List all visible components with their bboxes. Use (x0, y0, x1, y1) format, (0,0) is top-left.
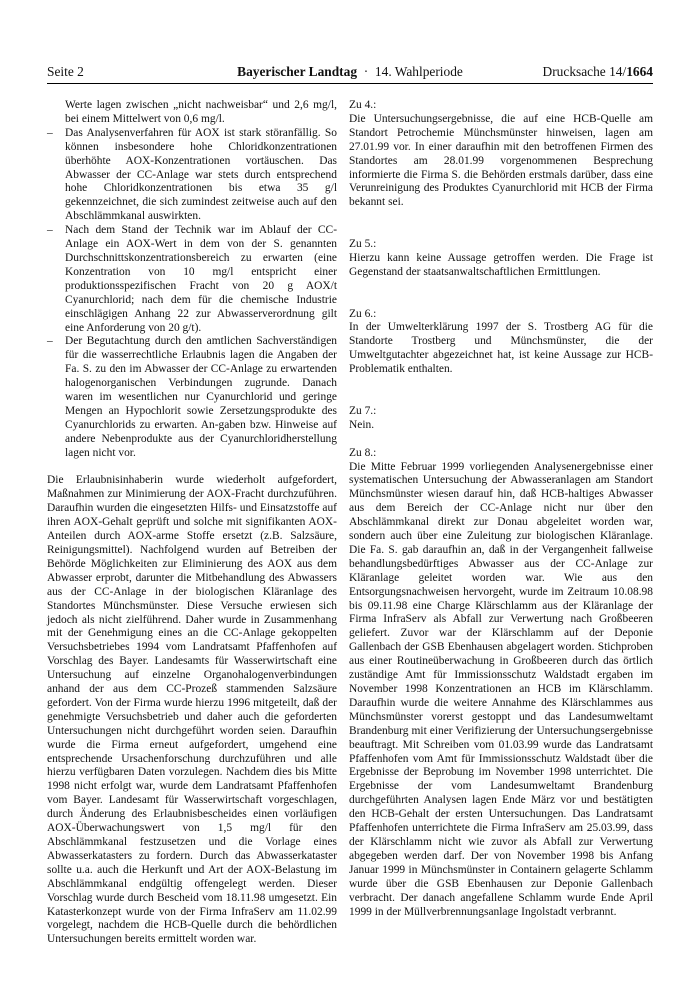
page-number: Seite 2 (47, 64, 84, 79)
answer-label: Zu 6.: (349, 307, 377, 320)
list-item-text: Das Analysenverfahren für AOX ist stark störanfällig. So können insbesondere hohe Chloridkonzentrationen überhöhte AOX-Konzentrationen vortäuschen. Das Abwasser der CC-Anlage war stets durch entsprechend hohe Chloridkonzentrationen bis etwa 35 g/l gekennzeichnet, die sich zumindest zeitweise auch auf den Abschlämmkanal auswirkten. (65, 126, 337, 223)
legislative-period: 14. Wahlperiode (374, 64, 463, 79)
answer-label: Zu 7.: (349, 404, 377, 417)
list-item: – Das Analysenverfahren für AOX ist stark störanfällig. So können insbesondere hohe Chloridkonzentrationen überhöhte AOX-Konzentrationen vortäuschen. Das Abwasser der CC-Anlage war stets durch entsprechend hohe Chloridkonzentrationen bis etwa 35 g/l gekennzeichnet, die sich zumindest zeitweise auch auf den Abschlämmkanal auswirkten. (47, 126, 337, 223)
header-separator: · (363, 64, 369, 79)
right-column (349, 99, 653, 919)
list-item: – Nach dem Stand der Technik war im Ablauf der CC-Anlage ein AOX-Wert in dem von der S. genannten Durchschnittskonzentrationsbereich zu erwarten (eine Konzentration von 10 mg/l entspricht einer produktionsspezifischen Fracht von 20 g AOX/t Cyanurchlorid; nach dem für die chemische Industrie einschlägigen Anhang 22 zur Abwasserverordnung gilt eine Anforderung von 20 g/t). (47, 224, 337, 334)
header-rule (47, 83, 653, 84)
answer-label: Zu 5.: (349, 238, 377, 251)
answer-block (349, 447, 653, 920)
answer-label: Zu 8.: (349, 446, 377, 459)
document-prefix: Drucksache 14/ (542, 64, 627, 79)
document-number (543, 62, 653, 82)
page-header (47, 62, 653, 82)
answer-text: Hierzu kann keine Aussage getroffen werden. Die Frage ist Gegenstand der staatsanwaltschaftlichen Ermittlungen. (349, 251, 653, 278)
answer-text: Die Untersuchungsergebnisse, die auf eine HCB-Quelle am Standort Petrochemie Münchsmünster hinweisen, lagen am 27.01.99 vor. In einer daraufhin mit den betroffenen Firmen des Standortes am 28.01.99 vorgenommenen Besprechung informierte die Firma S. die Behörden erstmals darüber, dass eine Verunreinigung des Produktes Cyanurchlorid mit HCB der Firma bekannt sei. (349, 112, 653, 209)
list-item-text: Nach dem Stand der Technik war im Ablauf der CC-Anlage ein AOX-Wert in dem von der S. genannten Durchschnittskonzentrationsbereich zu erwarten (eine Konzentration von 10 mg/l entspricht einer produktionsspezifischen Fracht von 20 g AOX/t Cyanurchlorid; nach dem für die chemische Industrie einschlägigen Anhang 22 zur Abwasserverordnung gilt eine Anforderung von 20 g/t). (65, 224, 337, 334)
answer-text: In der Umwelterklärung 1997 der S. Trostberg AG für die Standorte Trostberg und Münchsmünster, die der Umweltgutachter abgezeichnet hat, ist keine Aussage zur HCB-Problematik enthalten. (349, 321, 653, 376)
list-item: – Der Begutachtung durch den amtlichen Sachverständigen für die wasserrechtliche Erlaubnis lagen die Angaben der Fa. S. zu den im Abwasser der CC-Anlage zu erwartenden halogenorganischen Verbindungen zugrunde. Danach waren im wesentlichen nur Cyanurchlorid und geringe Mengen an Hypochlorit sowie Zersetzungsprodukte des Cyanurchlorids zu erwarten. An-gaben bzw. Hinweise auf andere Nebenprodukte aus der Cyanurchloridherstellung lagen nicht vor. (47, 335, 337, 459)
answer-text: Nein. (349, 418, 375, 431)
answer-label: Zu 4.: (349, 99, 377, 111)
document-id: 1664 (626, 64, 653, 79)
dash-list (47, 127, 337, 461)
answer-block (349, 238, 653, 280)
body-paragraph: Die Erlaubnisinhaberin wurde wiederholt aufgefordert, Maßnahmen zur Minimierung der AOX-Fracht durchzuführen. Daraufhin wurden die eingesetzten Hilfs- und Einsatzstoffe auf ihren AOX-Gehalt geprüft und solche mit signifikanten AOX-Anteilen durch AOX-arme Stoffe ersetzt (z.B. Salzsäure, Reinigungsmittel). Nachfolgend wurden auf Betreiben der Behörde Möglichkeiten zur Eliminierung des AOX aus dem Abwasser erprobt, darunter die Mitbehandlung des Abwassers aus der CC-Anlage in der biologischen Kläranlage des Standortes Münchsmünster. Diese Versuche erwiesen sich jedoch als nicht zielführend. Daher wurde in Zusammenhang mit der Genehmigung eines an die CC-Anlage gekoppelten Versuchsbetriebes 1994 vom Landratsamt Pfaffenhofen auf Vorschlag des Bayer. Landesamts für Wasserwirtschaft eine Untersuchung auf einzelne Organohalogenverbindungen anhand der aus dem CC-Prozeß stammenden Salzsäure gefordert. Von der Firma wurde hierzu 1996 mitgeteilt, daß der genehmigte Versuchsbetrieb und daher auch die geforderten Untersuchungen nicht durchgeführt worden seien. Daraufhin wurde die Firma erneut aufgefordert, umgehend eine entsprechende Ursachenforschung durchzuführen und alle hierzu verfügbaren Daten vorzulegen. Nachdem dies bis Mitte 1998 nicht erfolgt war, wurde dem Landratsamt Pfaffenhofen vom Bayer. Landesamt für Wasserwirtschaft vorgeschlagen, durch Änderung des Erlaubnisbescheides einen vorläufigen AOX-Überwachungswert von 1,5 mg/l für den Abschlämmkanal festzusetzen und die Vorlage eines Abwasserkatasters zu fordern. Durch das Abwasserkataster sollte u.a. auch die Herkunft und Art der AOX-Belastung im Abschlämmkanal endgültig offengelegt werden. Dieser Vorschlag wurde durch Bescheid vom 18.11.98 umgesetzt. Ein Katasterkonzept wurde von der Firma InfraServ am 11.02.99 vorgelegt, nachdem die HCB-Quelle durch die behördlichen Untersuchungen bereits ermittelt worden war. (47, 474, 337, 946)
answer-text: Die Mitte Februar 1999 vorliegenden Analysenergebnisse einer systematischen Untersuchung der Abwasseranlagen am Standort Münchsmünster wiesen darauf hin, daß HCB-haltiges Abwasser aus dem Bereich der CC-Anlage nicht nur über den Abschlämmkanal direkt zur Donau abgeleitet worden war, sondern auch über eine Zuleitung zur biologischen Kläranlage. Die Fa. S. gab daraufhin an, daß in der Vergangenheit fallweise behandlungsbedürftiges Abwasser aus der CC-Anlage zur Kläranlage geleitet worden war. Wie aus den Entsorgungsnachweisen hervorgeht, wurde im Zeitraum 10.08.98 bis 09.11.98 eine Charge Klärschlamm aus der Kläranlage der Firma InfraServ als Abfall zur Verwertung nach Großbeeren geliefert. Zuvor war der Klärschlamm auf der Deponie Gallenbach der GSB Ebenhausen abgelagert worden. Stichproben aus einer Routineüberwachung in Großbeeren durch das örtlich zuständige Amt für Immissionsschutz Waldstadt ergaben im November 1998 Konzentrationen an HCB im Klärschlamm. Daraufhin wurde die weitere Annahme des Klärschlammes aus Münchsmünster vorerst gestoppt und das Landesumweltamt Brandenburg mit einer Verifizierung der Untersuchungsergebnisse beauftragt. Mit Schreiben vom 01.03.99 wurde das Landratsamt Pfaffenhofen vom Amt für Immissionsschutz Waldstadt über die Ergebnisse der Beprobung im November 1998 unterrichtet. Die Ergebnisse der vom Landesumweltamt Brandenburg durchgeführten Analysen lagen Ende März vor und bestätigten den HCB-Gehalt der ersten Untersuchungen. Das Landratsamt Pfaffenhofen unterrichtete die Firma InfraServ am 25.03.99, dass der Klärschlamm nicht wie zuvor als Abfall zur Verwertung abgegeben werden darf. Der von November 1998 bis Anfang Januar 1999 in Münchsmünster in Containern gelagerte Schlamm wurde über die GSB Ebenhausen zur Deponie Gallenbach verbracht. Der danach angefallene Schlamm wurde Ende April 1999 in der Müllverbrennungsanlage Ingolstadt verbrannt. (349, 460, 653, 918)
bullet-continuation: Werte lagen zwischen „nicht nachweisbar“ und 2,6 mg/l, bei einem Mittelwert von 0,6 mg/l. (65, 99, 337, 125)
answer-block (349, 99, 653, 210)
list-item-text: Der Begutachtung durch den amtlichen Sachverständigen für die wasserrechtliche Erlaubnis lagen die Angaben der Fa. S. zu den im Abwasser der CC-Anlage zu erwartenden halogenorganischen Verbindungen zugrunde. Danach waren im wesentlichen nur Cyanurchlorid und geringe Mengen an Hypochlorit sowie Zersetzungsprodukte des Cyanurchlorids zu erwarten. An-gaben bzw. Hinweise auf andere Nebenprodukte aus der Cyanurchloridherstellung lagen nicht vor. (65, 335, 337, 459)
answer-block (349, 308, 653, 378)
answer-block (349, 405, 653, 433)
parliament-name: Bayerischer Landtag (237, 64, 358, 79)
left-column (47, 99, 337, 947)
